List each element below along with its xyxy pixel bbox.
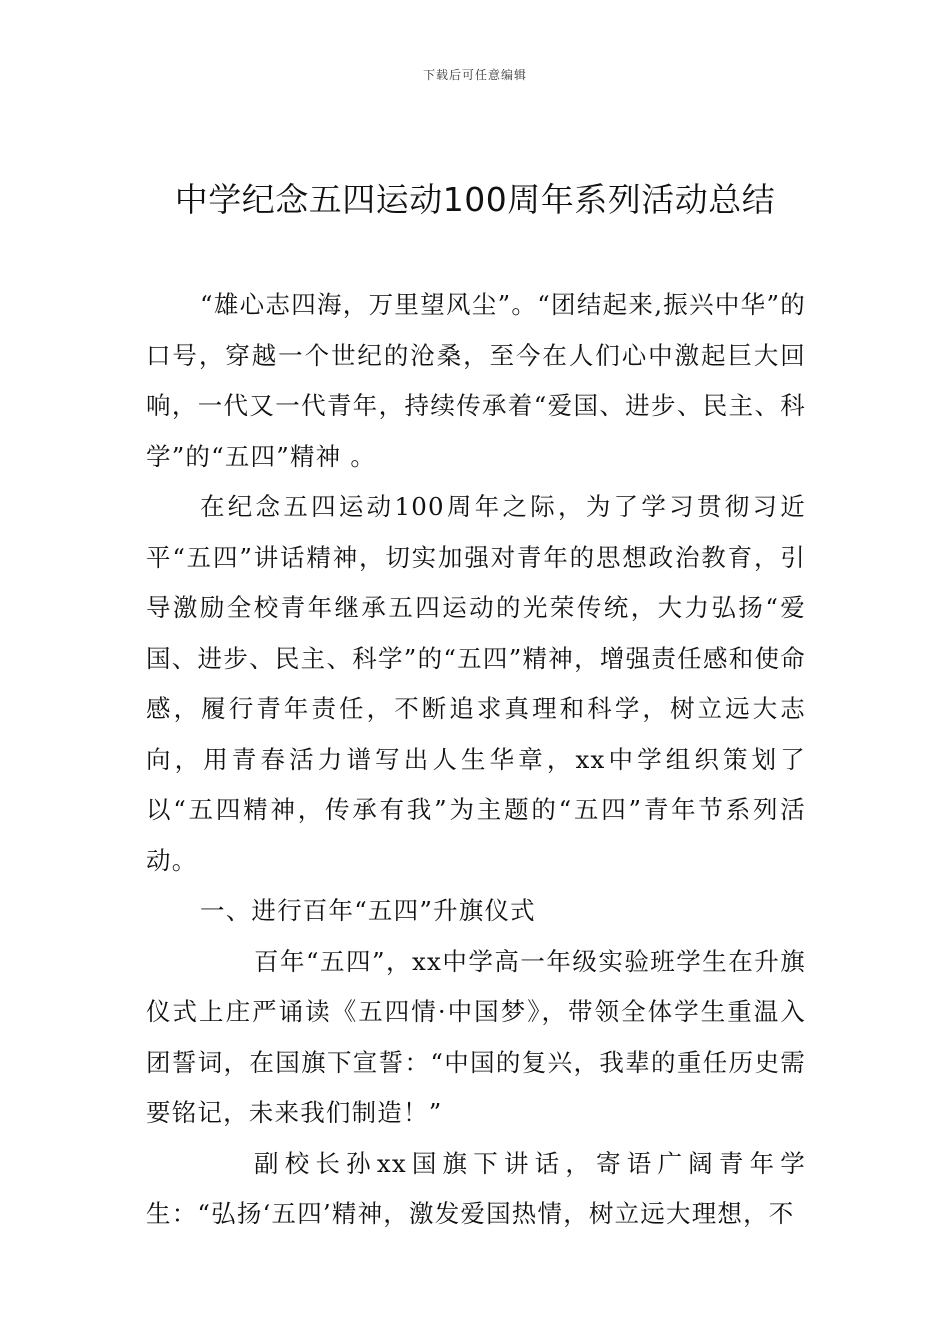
paragraph-intro: “雄心志四海，万里望风尘”。“团结起来,振兴中华”的口号，穿越一个世纪的沧桑，至今在人们心中激起巨大回响，一代又一代青年，持续传承着“爱国、进步、民主、科学”的“五四”精神 。 bbox=[146, 290, 806, 471]
document-title: 中学纪念五四运动100周年系列活动总结 bbox=[174, 180, 776, 219]
header-note: 下载后可任意编辑 bbox=[422, 68, 527, 82]
paragraph-purpose: 在纪念五四运动100周年之际，为了学习贯彻习近平“五四”讲话精神，切实加强对青年的思想政治教育，引导激励全校青年继承五四运动的光荣传统，大力弘扬“爱国、进步、民主、科学”的“五四”精神，增强责任感和使命感，履行青年责任，不断追求真理和科学，树立远大志向，用青春活力谱写出人生华章，xx中学组织策划了以“五四精神，传承有我”为主题的“五四”青年节系列活动。 bbox=[146, 492, 806, 875]
paragraph-flag-ceremony: 百年“五四”，xx中学高一年级实验班学生在升旗仪式上庄严诵读《五四情·中国梦》，带领全体学生重温入团誓词，在国旗下宣誓：“中国的复兴，我辈的重任历史需要铭记，未来我们制造！” bbox=[146, 946, 806, 1127]
paragraph-vice-principal-speech: 副校长孙xx国旗下讲话，寄语广阔青年学生：“弘扬‘五四’精神，激发爱国热情，树立远大理想，不 bbox=[146, 1148, 806, 1228]
section-heading-1: 一、进行百年“五四”升旗仪式 bbox=[200, 896, 536, 925]
document-body bbox=[146, 280, 806, 1240]
